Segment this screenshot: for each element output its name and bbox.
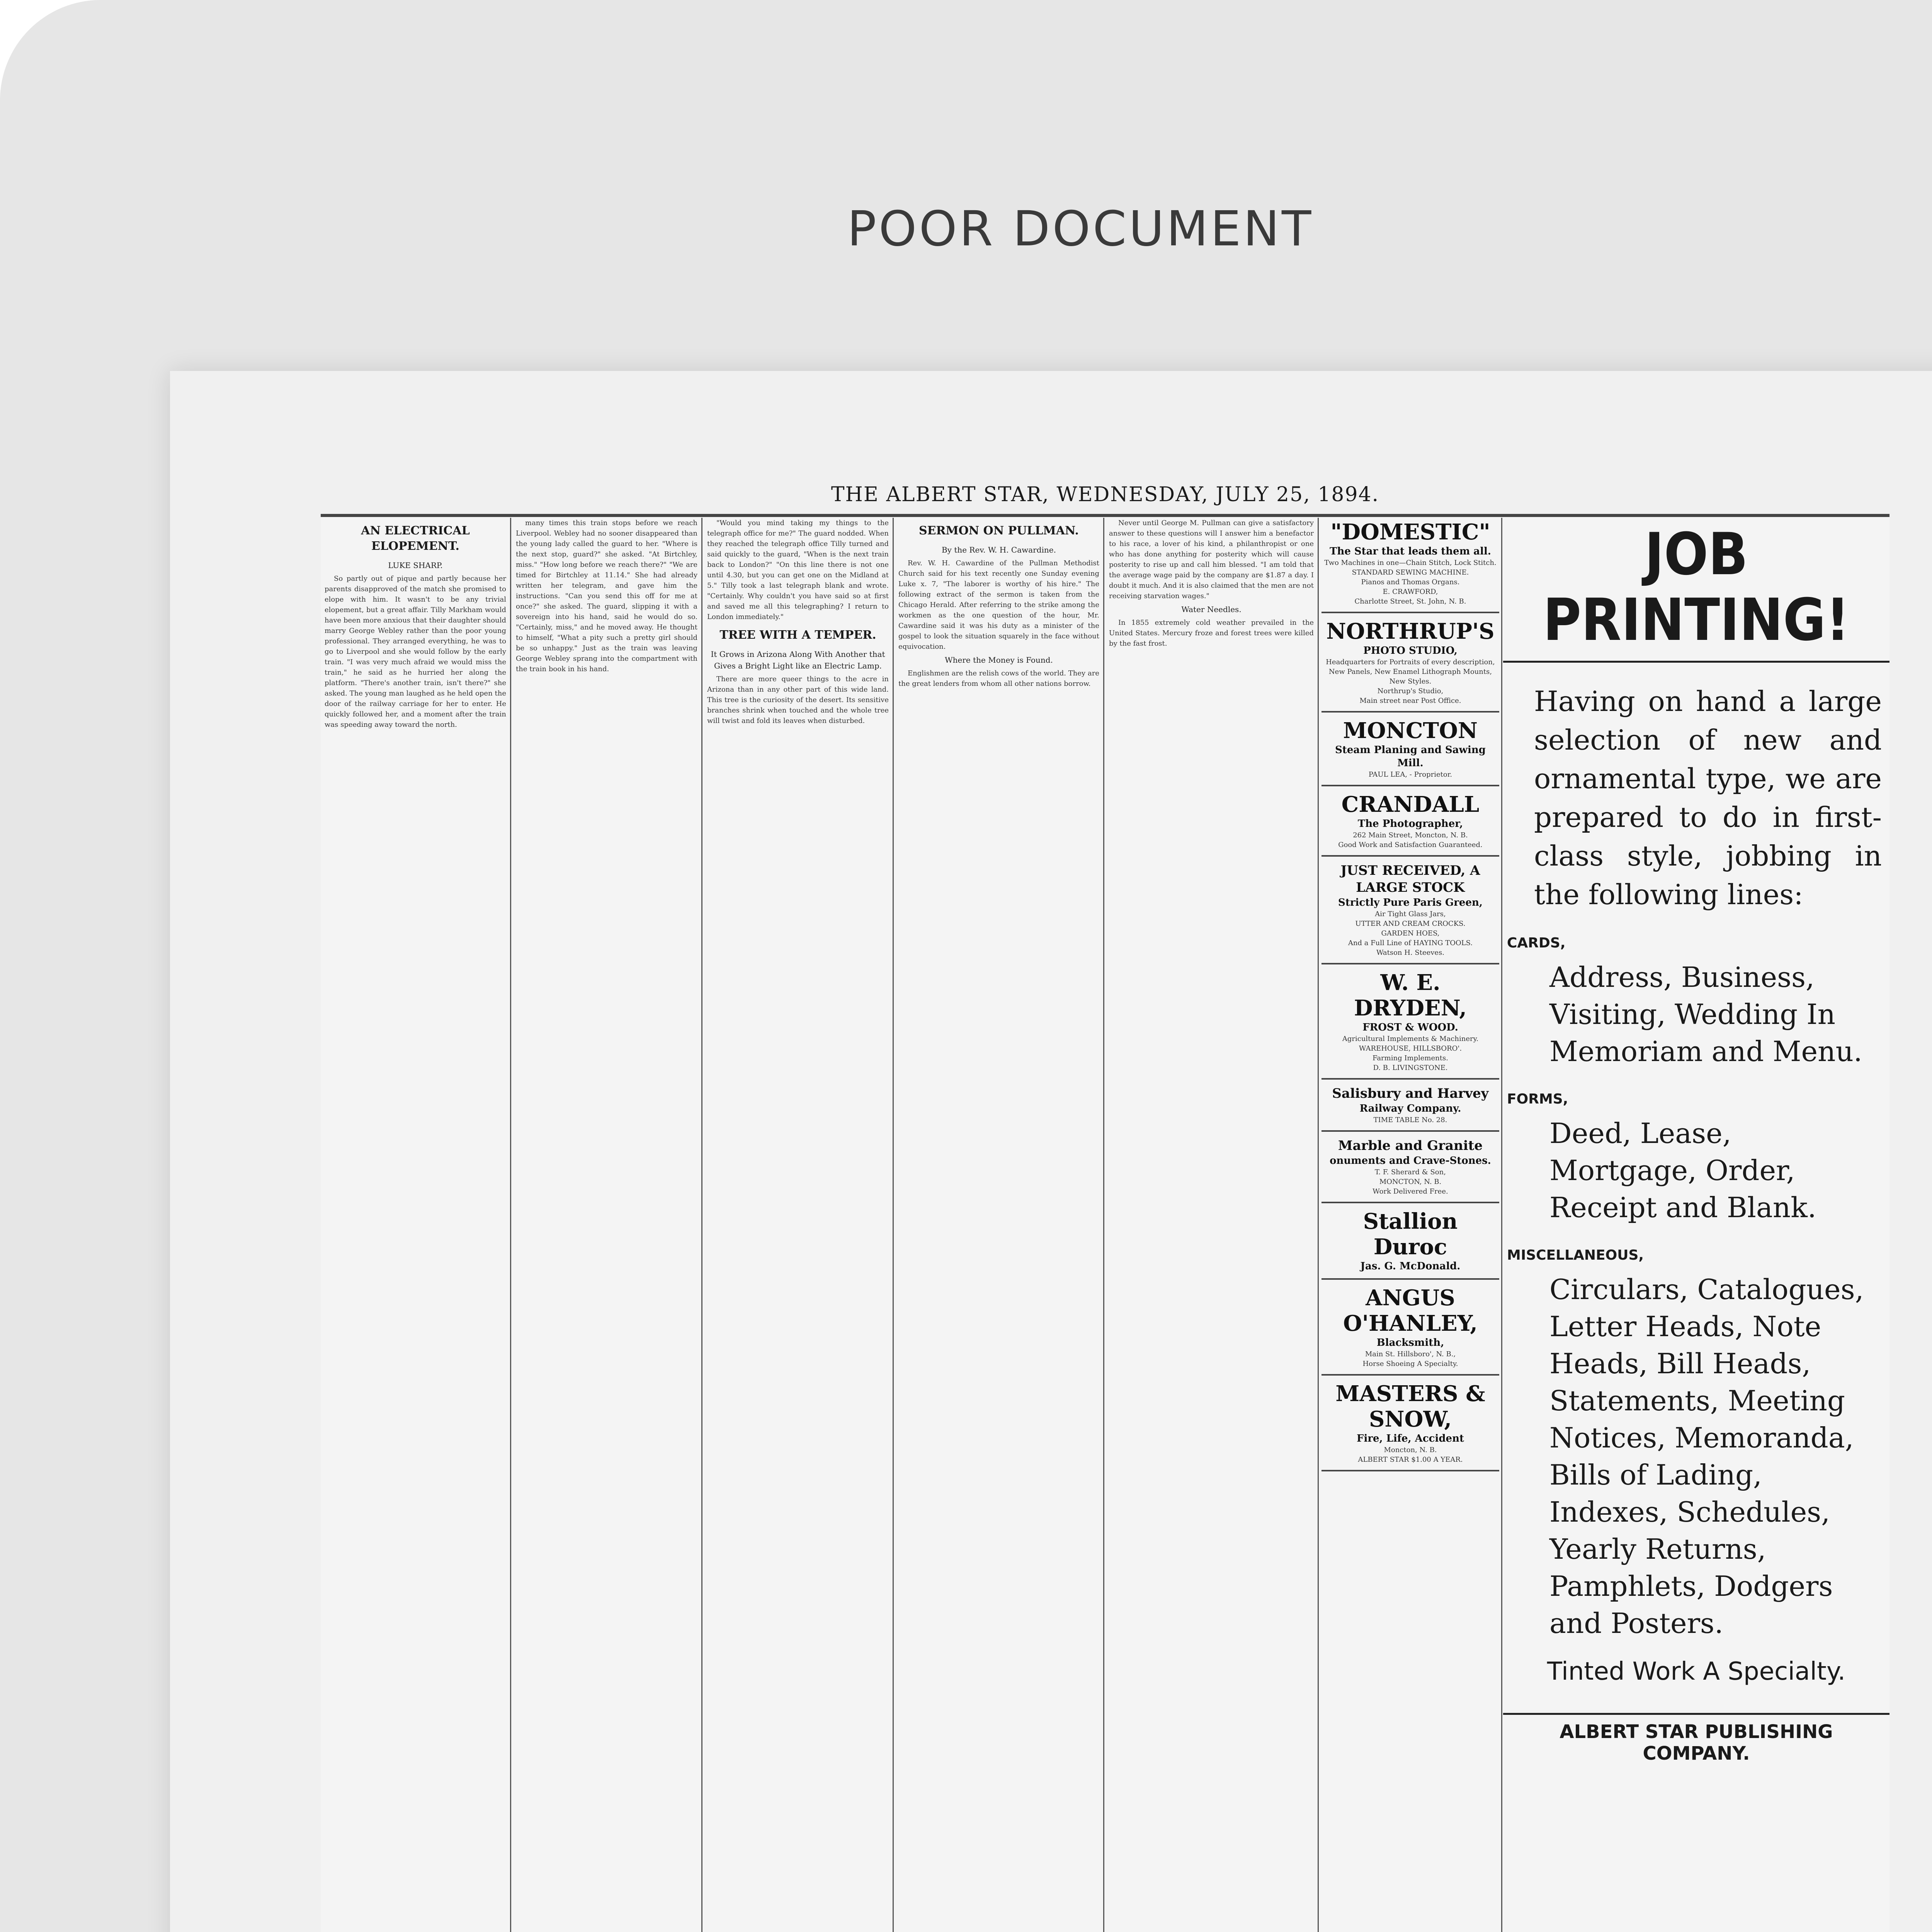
ad-tagline: onuments and Crave-Stones. <box>1330 1155 1491 1167</box>
story-byline: LUKE SHARP. <box>388 561 443 570</box>
column-rule <box>1318 518 1319 1932</box>
ad-tagline: Strictly Pure Paris Green, <box>1338 897 1483 908</box>
ad-line: Main street near Post Office. <box>1359 697 1461 705</box>
column-rule <box>510 518 511 1932</box>
ad-line: Good Work and Satisfaction Guaranteed. <box>1338 841 1483 849</box>
ad-title: Stallion Duroc <box>1363 1209 1458 1260</box>
ad-line: TIME TABLE No. 28. <box>1373 1116 1447 1124</box>
advertisement <box>1321 857 1499 964</box>
ad-line: Northrup's Studio, <box>1377 687 1444 695</box>
column-5 <box>1109 518 1314 1932</box>
advertisement <box>1321 1132 1499 1203</box>
story-text: Rev. W. H. Cawardine of the Pullman Methodist Church said for his text recently one Sunday evening Luke x. 7, "The laborer is worthy of his hire." The following extract of the sermon is taken from the Chicago Herald. After referring to the strike among the workmen as the one question of the hour, Mr. Cawardine said it was his duty as a minister of the gospel to look the situation squarely in the face without equivocation. <box>898 559 1099 651</box>
column-3 <box>707 518 889 1932</box>
ad-line: Agricultural Implements & Machinery. <box>1342 1035 1479 1043</box>
ad-title: NORTHRUP'S <box>1326 619 1495 644</box>
advertisements-column <box>1321 514 1499 1932</box>
ad-line: Horse Shoeing A Specialty. <box>1362 1360 1458 1368</box>
ad-line: Pianos and Thomas Organs. <box>1361 578 1460 586</box>
ad-line: Farming Implements. <box>1372 1054 1448 1062</box>
ad-tagline: FROST & WOOD. <box>1362 1022 1458 1033</box>
forms-list: Deed, Lease, Mortgage, Order, Receipt and Blank. <box>1549 1117 1816 1224</box>
advertisement <box>1321 964 1499 1080</box>
ad-tagline: The Star that leads them all. <box>1330 546 1491 557</box>
column-2 <box>516 518 697 1932</box>
ad-line: Moncton, N. B. <box>1384 1446 1437 1454</box>
ad-line: Watson H. Steeves. <box>1376 949 1445 957</box>
story-text: Never until George M. Pullman can give a satisfactory answer to these questions will I answer him a benefactor to his race, a lover of his kind, a philanthropist or one who has done anything for posterity which will cause posterity to rise up and call him blessed. "I am told that the average wage paid by the company are $1.87 a day. I doubt it much. And it is also claimed that the men are not receiving starvation wages." <box>1109 519 1314 600</box>
advertisement <box>1321 713 1499 786</box>
ad-title: CRANDALL <box>1341 792 1480 817</box>
advertisement <box>1321 1080 1499 1132</box>
ad-line: D. B. LIVINGSTONE. <box>1373 1064 1448 1072</box>
ad-line: T. F. Sherard & Son, <box>1375 1168 1446 1176</box>
ad-line: Two Machines in one—Chain Stitch, Lock Stitch. <box>1324 559 1497 567</box>
ad-line: Air Tight Glass Jars, <box>1375 910 1446 918</box>
story-text: There are more queer things to the acre in Arizona than in any other part of this wide land. This tree is the curiosity of the desert. Its sensitive branches shrink when touched and the whole tree will twist and fold its leaves when disturbed. <box>707 675 889 725</box>
ad-line: Work Delivered Free. <box>1372 1187 1448 1196</box>
poor-document-banner: POOR DOCUMENT <box>847 201 1314 257</box>
story-text: many times this train stops before we reach Liverpool. Webley had no sooner disappeared than the young lady called the guard to her. "Where is the next stop, guard?" she asked. "At Birtchley, miss." "How long before we reach there?" "We are timed for Birtchley at 11.14." She had already written her telegram, and gave him the instructions. "Can you send this off for me at once?" she asked. The guard, slipping it with a sovereign into his hand, said he would do so. "Certainly, miss," and he moved away. He thought to himself, "What a pity such a pretty girl should be so unhappy." Just as the train was leaving George Webley sprang into the compartment with the train book in his hand. <box>516 519 697 673</box>
advertisement <box>1321 1203 1499 1280</box>
ad-line: Main St. Hillsboro', N. B., <box>1365 1350 1456 1358</box>
story-headline: TREE WITH A TEMPER. <box>719 628 876 642</box>
ad-line: WAREHOUSE, HILLSBORO'. <box>1359 1044 1462 1053</box>
ad-title: MASTERS & SNOW, <box>1335 1381 1485 1432</box>
job-printing-intro: Having on hand a large selection of new and ornamental type, we are prepared to do in first-class style, jobbing in the following lines: <box>1534 685 1882 911</box>
tinted-work-line: Tinted Work A Specialty. <box>1547 1657 1846 1686</box>
advertisement <box>1321 786 1499 857</box>
forms-label: FORMS, <box>1507 1091 1568 1107</box>
ad-title: W. E. DRYDEN, <box>1354 970 1467 1021</box>
column-1 <box>325 518 506 1932</box>
advertisement <box>1321 514 1499 613</box>
story-headline: AN ELECTRICAL ELOPEMENT. <box>361 524 470 553</box>
column-rule <box>1103 518 1104 1932</box>
story-byline: By the Rev. W. H. Cawardine. <box>941 545 1056 554</box>
ad-title: Salisbury and Harvey <box>1332 1086 1489 1101</box>
ad-title: "DOMESTIC" <box>1330 519 1490 545</box>
column-4 <box>898 518 1099 1932</box>
ad-line: E. CRAWFORD, <box>1383 588 1438 596</box>
job-printing-title: JOB PRINTING! <box>1503 522 1889 663</box>
story-text: "Would you mind taking my things to the telegraph office for me?" The guard nodded. When they reached the telegraph office Tilly turned and said quickly to the guard, "When is the next train back to London?" "On this line there is not one until 4.30, but you can get one on the Midland at 5." Tilly took a last telegraph blank and wrote. "Certainly. Why couldn't you have said so at first and saved me all this telegraphing? I return to London immediately." <box>707 519 889 621</box>
ad-line: STANDARD SEWING MACHINE. <box>1352 568 1469 577</box>
ad-line: MONCTON, N. B. <box>1379 1178 1442 1186</box>
ad-tagline: Railway Company. <box>1359 1103 1461 1114</box>
advertisement <box>1321 1376 1499 1471</box>
cards-label: CARDS, <box>1507 935 1566 951</box>
column-rule <box>1501 518 1502 1932</box>
ad-line: GARDEN HOES, <box>1381 929 1440 937</box>
advertisement <box>1321 613 1499 713</box>
ad-tagline: Jas. G. McDonald. <box>1360 1260 1461 1272</box>
ad-title: JUST RECEIVED, A LARGE STOCK <box>1340 863 1480 895</box>
column-rule <box>893 518 894 1932</box>
advertisement <box>1321 1280 1499 1376</box>
ad-line: 262 Main Street, Moncton, N. B. <box>1353 831 1468 839</box>
ad-tagline: Fire, Life, Accident <box>1356 1433 1464 1444</box>
ad-line: PAUL LEA, - Proprietor. <box>1368 770 1452 779</box>
ad-line: And a Full Line of HAYING TOOLS. <box>1348 939 1473 947</box>
cards-list: Address, Business, Visiting, Wedding In Memoriam and Menu. <box>1549 961 1862 1068</box>
ad-title: MONCTON <box>1343 718 1478 743</box>
miscellaneous-list: Circulars, Catalogues, Letter Heads, Note Heads, Bill Heads, Statements, Meeting Notices, Memoranda, Bills of Lading, Indexes, Schedules, Yearly Returns, Pamphlets, Dodgers and Posters. <box>1549 1273 1864 1639</box>
story-headline: SERMON ON PULLMAN. <box>918 524 1079 537</box>
job-printing-ad <box>1503 514 1889 1932</box>
column-rule <box>701 518 702 1932</box>
ad-tagline: Blacksmith, <box>1376 1337 1444 1349</box>
ad-line: Charlotte Street, St. John, N. B. <box>1354 597 1466 605</box>
story-text: In 1855 extremely cold weather prevailed in the United States. Mercury froze and forest trees were killed by the fast frost. <box>1109 619 1314 648</box>
story-subhead: Water Needles. <box>1181 605 1242 614</box>
ad-tagline: The Photographer, <box>1357 818 1463 830</box>
story-text: Englishmen are the relish cows of the world. They are the great lenders from whom all other nations borrow. <box>898 669 1099 688</box>
newspaper-masthead: THE ALBERT STAR, WEDNESDAY, JULY 25, 1894. <box>831 483 1379 506</box>
ad-title: ANGUS O'HANLEY, <box>1343 1285 1478 1336</box>
ad-line: Headquarters for Portraits of every description, New Panels, New Enamel Lithograph Mounts, New Styles. <box>1326 658 1495 685</box>
ad-tagline: Steam Planing and Sawing Mill. <box>1335 744 1486 769</box>
ad-line: ALBERT STAR $1.00 A YEAR. <box>1358 1456 1463 1464</box>
story-subhead: Where the Money is Found. <box>945 655 1053 665</box>
publisher-name: ALBERT STAR PUBLISHING COMPANY. <box>1503 1713 1889 1764</box>
ad-line: UTTER AND CREAM CROCKS. <box>1355 920 1466 928</box>
miscellaneous-label: MISCELLANEOUS, <box>1507 1247 1644 1263</box>
story-text: So partly out of pique and partly because her parents disapproved of the match she promised to elope with him. It wasn't to be any trivial elopement, but a great affair. Tilly Markham would have been more anxious that their daughter should marry George Webley rather than the poor young professional. They arranged everything, he was to go to Liverpool and she would follow by the early train. "I was very much afraid we would miss the train," he said as he hurried her along the platform. "There's another train, isn't there?" she asked. The young man laughed as he held open the door of the railway carriage for her to enter. He quickly followed her, and a moment after the train was speeding away toward the north. <box>325 575 506 729</box>
ad-tagline: PHOTO STUDIO, <box>1363 645 1458 656</box>
story-subhead: It Grows in Arizona Along With Another that Gives a Bright Light like an Electric Lamp. <box>711 650 885 670</box>
ad-title: Marble and Granite <box>1338 1138 1483 1153</box>
